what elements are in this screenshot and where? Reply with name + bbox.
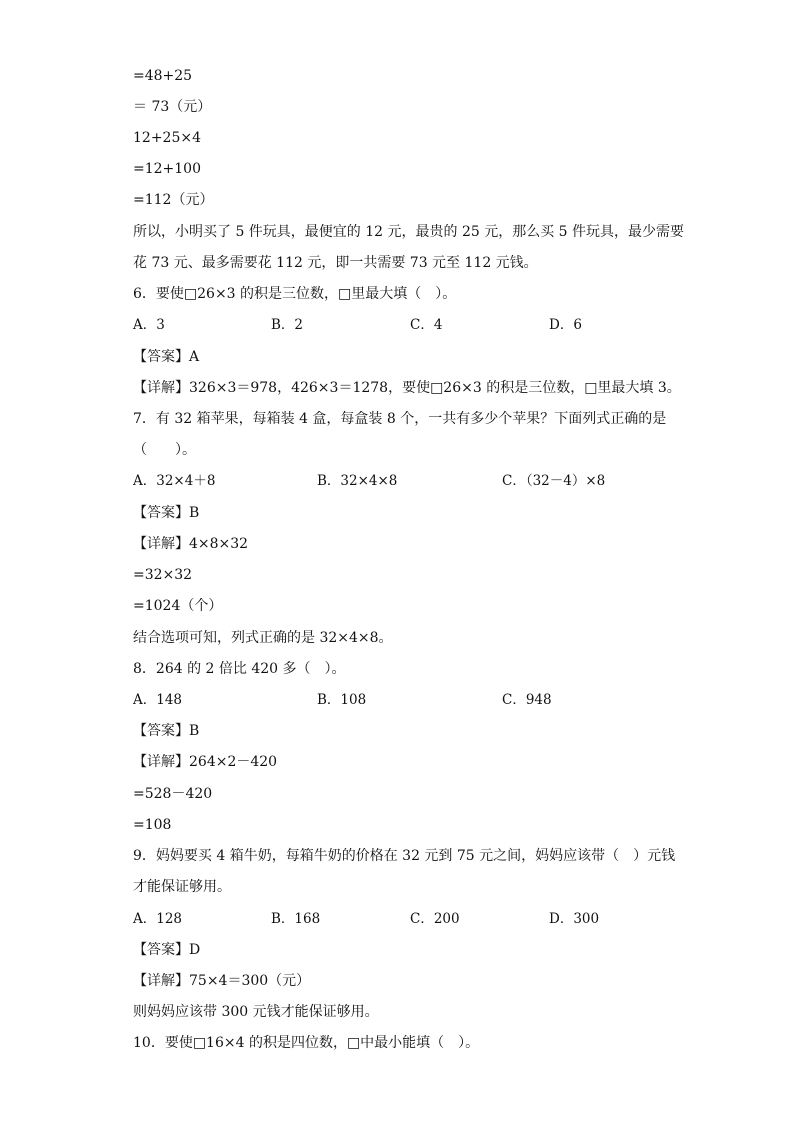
q7-explanation-line-4: 结合选项可知，列式正确的是 32×4×8。	[133, 630, 393, 646]
calc-line-112-yuan: =112（元）	[133, 192, 214, 208]
q9-option-c: C．200	[410, 911, 460, 927]
q8-explanation-line-2: =528－420	[133, 786, 213, 802]
calc-line-48-plus-25: =48+25	[133, 68, 193, 84]
q7-explanation-line-3: =1024（个）	[133, 598, 223, 614]
q6-option-c: C．4	[410, 317, 443, 333]
q8-option-a: A．148	[133, 692, 183, 708]
calc-line-12-plus-25x4: 12+25×4	[133, 130, 201, 146]
q6-option-b: B．2	[271, 317, 304, 333]
q8-option-c: C．948	[502, 692, 552, 708]
question-8: 8．264 的 2 倍比 420 多（ ）。	[133, 661, 346, 677]
question-9-line-2: 才能保证够用。	[133, 879, 231, 895]
question-10: 10．要使□16×4 的积是四位数，□中最小能填（ ）。	[133, 1035, 480, 1051]
question-6: 6．要使□26×3 的积是三位数，□里最大填（ ）。	[133, 286, 457, 302]
q8-answer: 【答案】B	[133, 723, 200, 739]
q7-answer: 【答案】B	[133, 505, 200, 521]
q9-option-b: B．168	[271, 911, 321, 927]
q6-explanation: 【详解】326×3＝978，426×3＝1278，要使□26×3 的积是三位数，□里最大填 3。	[133, 380, 681, 396]
q9-option-d: D．300	[549, 911, 600, 927]
q6-answer: 【答案】A	[133, 349, 200, 365]
q8-explanation-line-3: =108	[133, 817, 172, 833]
q8-option-b: B．108	[317, 692, 367, 708]
q6-option-a: A．3	[133, 317, 165, 333]
q8-explanation-line-1: 【详解】264×2－420	[133, 754, 278, 770]
q6-option-d: D．6	[549, 317, 582, 333]
q9-explanation-line-2: 则妈妈应该带 300 元钱才能保证够用。	[133, 1004, 379, 1020]
q7-option-c: C．（32－4）×8	[502, 473, 606, 489]
question-9-line-1: 9．妈妈要买 4 箱牛奶，每箱牛奶的价格在 32 元到 75 元之间，妈妈应该带（ ）元钱	[133, 848, 676, 864]
question-7-line-2: （ ）。	[133, 442, 196, 458]
calc-line-12-plus-100: =12+100	[133, 161, 201, 177]
question-7-line-1: 7．有 32 箱苹果，每箱装 4 盒，每盒装 8 个，一共有多少个苹果？下面列式正确的是	[133, 411, 667, 427]
conclusion-line-1: 所以，小明买了 5 件玩具，最便宜的 12 元，最贵的 25 元，那么买 5 件玩具，最少需要	[133, 224, 685, 240]
q7-option-b: B．32×4×8	[317, 473, 398, 489]
q7-explanation-line-1: 【详解】4×8×32	[133, 536, 249, 552]
q9-explanation-line-1: 【详解】75×4＝300（元）	[133, 973, 311, 989]
q7-explanation-line-2: =32×32	[133, 567, 193, 583]
q9-option-a: A．128	[133, 911, 183, 927]
conclusion-line-2: 花 73 元、最多需要花 112 元，即一共需要 73 元至 112 元钱。	[133, 255, 538, 271]
q7-option-a: A．32×4＋8	[133, 473, 216, 489]
q9-answer: 【答案】D	[133, 942, 201, 958]
calc-line-73-yuan: ＝ 73（元）	[133, 99, 212, 115]
